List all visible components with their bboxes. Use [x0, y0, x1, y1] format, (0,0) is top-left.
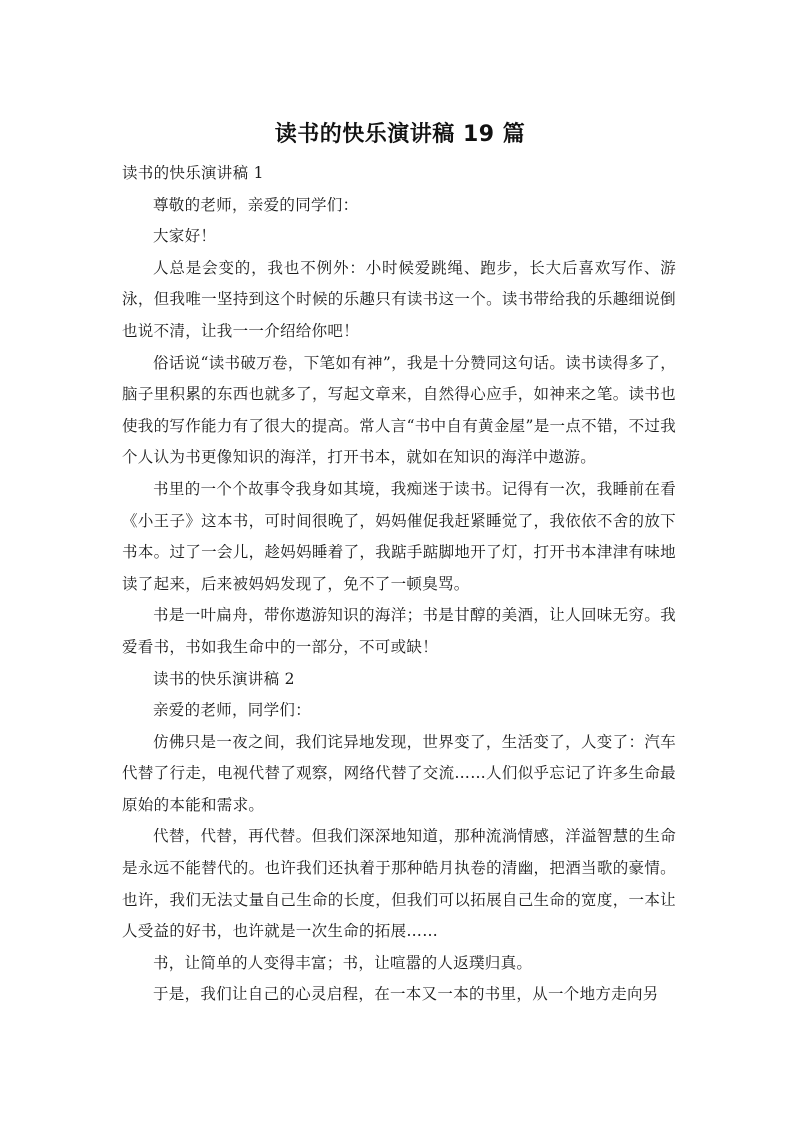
paragraph: 仿佛只是一夜之间，我们诧异地发现，世界变了，生活变了，人变了：汽车代替了行走，电视代替了观察，网络代替了交流……人们似乎忘记了许多生命最原始的本能和需求。: [122, 732, 676, 814]
document-title: 读书的快乐演讲稿 19 篇: [274, 122, 526, 147]
section-heading: 读书的快乐演讲稿 2: [153, 669, 295, 688]
salutation: 亲爱的老师，同学们：: [153, 701, 312, 720]
salutation: 尊敬的老师，亲爱的同学们：: [153, 195, 359, 214]
paragraph: 代替，代替，再代替。但我们深深地知道，那种流淌情感，洋溢智慧的生命是永远不能替代的。也许我们还执着于那种皓月执卷的清幽，把酒当歌的豪情。也许，我们无法丈量自己生命的长度，但我们可以拓展自己生命的宽度，一本让人受益的好书，也许就是一次生命的拓展……: [122, 827, 676, 941]
document-body: [122, 158, 676, 1011]
section-heading: 读书的快乐演讲稿 1: [122, 164, 264, 182]
paragraph: 书是一叶扁舟，带你遨游知识的海洋；书是甘醇的美酒，让人回味无穷。我爱看书，书如我生命中的一部分，不可或缺！: [122, 606, 676, 656]
paragraph: 人总是会变的，我也不例外：小时候爱跳绳、跑步，长大后喜欢写作、游泳，但我唯一坚持到这个时候的乐趣只有读书这一个。读书带给我的乐趣细说倒也说不清，让我一一介绍给你吧！: [122, 258, 676, 340]
paragraph: 俗话说“读书破万卷，下笔如有神”，我是十分赞同这句话。读书读得多了，脑子里积累的东西也就多了，写起文章来，自然得心应手，如神来之笔。读书也使我的写作能力有了很大的提高。常人言“书中自有黄金屋”是一点不错，不过我个人认为书更像知识的海洋，打开书本，就如在知识的海洋中遨游。: [122, 353, 676, 467]
paragraph: 书里的一个个故事令我身如其境，我痴迷于读书。记得有一次，我睡前在看《小王子》这本书，可时间很晚了，妈妈催促我赶紧睡觉了，我依依不舍的放下书本。过了一会儿，趁妈妈睡着了，我踮手踮脚地开了灯，打开书本津津有味地读了起来，后来被妈妈发现了，免不了一顿臭骂。: [122, 479, 676, 593]
paragraph: 书，让简单的人变得丰富；书，让喧嚣的人返璞归真。: [153, 953, 533, 972]
greeting: 大家好！: [153, 227, 217, 246]
paragraph: 于是，我们让自己的心灵启程，在一本又一本的书里，从一个地方走向另: [153, 985, 659, 1004]
